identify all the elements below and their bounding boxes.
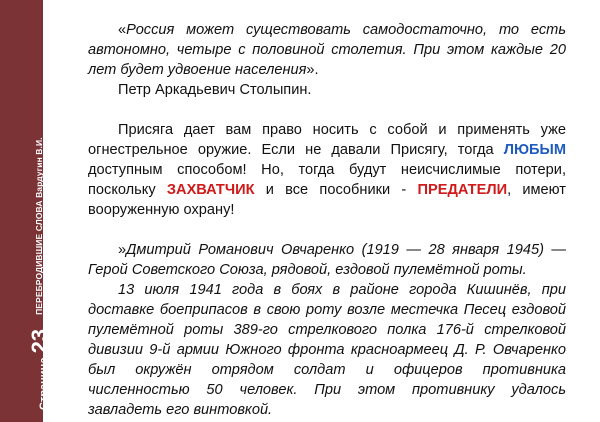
sidebar xyxy=(0,0,52,422)
hero-heading-text: Дмитрий Романович Овчаренко (1919 — 28 января 1945) — Герой Советского Союза, рядовой, ездовой пулемётной роты. xyxy=(88,242,566,278)
page-label: Страница xyxy=(38,357,50,410)
hero-heading xyxy=(88,240,566,280)
oath-text-1: Присяга дает вам право носить с собой и применять уже огнестрельное оружие. Если не давали Присягу, тогда xyxy=(88,122,566,158)
quote-close: ». xyxy=(306,62,319,78)
oath-text-2: доступным способом! Но, тогда будут неисчислимые потери, поскольку xyxy=(88,162,566,198)
quote-text: Россия может существовать самодостаточно, то есть автономно, четыре с половиной столетия. При этом каждые 20 лет будет удвоение населения xyxy=(88,22,566,78)
quote-author: Петр Аркадьевич Столыпин. xyxy=(118,82,312,98)
oath-paragraph xyxy=(88,120,566,220)
highlight-any: ЛЮБЫМ xyxy=(503,142,566,158)
oath-text-3: и все пособники - xyxy=(254,182,418,198)
oath-text-4: , имеют вооруженную охрану! xyxy=(88,182,566,218)
page-content xyxy=(88,20,566,420)
highlight-traitors: ПРЕДАТЕЛИ xyxy=(417,182,508,198)
hero-open: » xyxy=(118,242,127,258)
quote-paragraph xyxy=(88,20,566,80)
highlight-invader: ЗАХВАТЧИК xyxy=(166,182,255,198)
quote-open: « xyxy=(118,22,127,38)
page-number: 23 xyxy=(27,328,52,354)
book-title: ПЕРЕБРОДИВШИЕ СЛОВА Вардугин В.И. xyxy=(34,137,44,315)
sidebar-rotated-text xyxy=(21,137,52,410)
hero-body: 13 июля 1941 года в боях в районе города Кишинёв, при доставке боеприпасов в свою роту возле местечка Песец ездовой пулемётной роты 389-го стрелкового полка 176-й стрелковой дивизии 9-й армии Южного фронта красноармеец Д. Р. Овчаренко был окружён отрядом солдат и офицеров противника численностью 50 человек. При этом противнику удалось завладеть его винтовкой. xyxy=(88,282,566,418)
